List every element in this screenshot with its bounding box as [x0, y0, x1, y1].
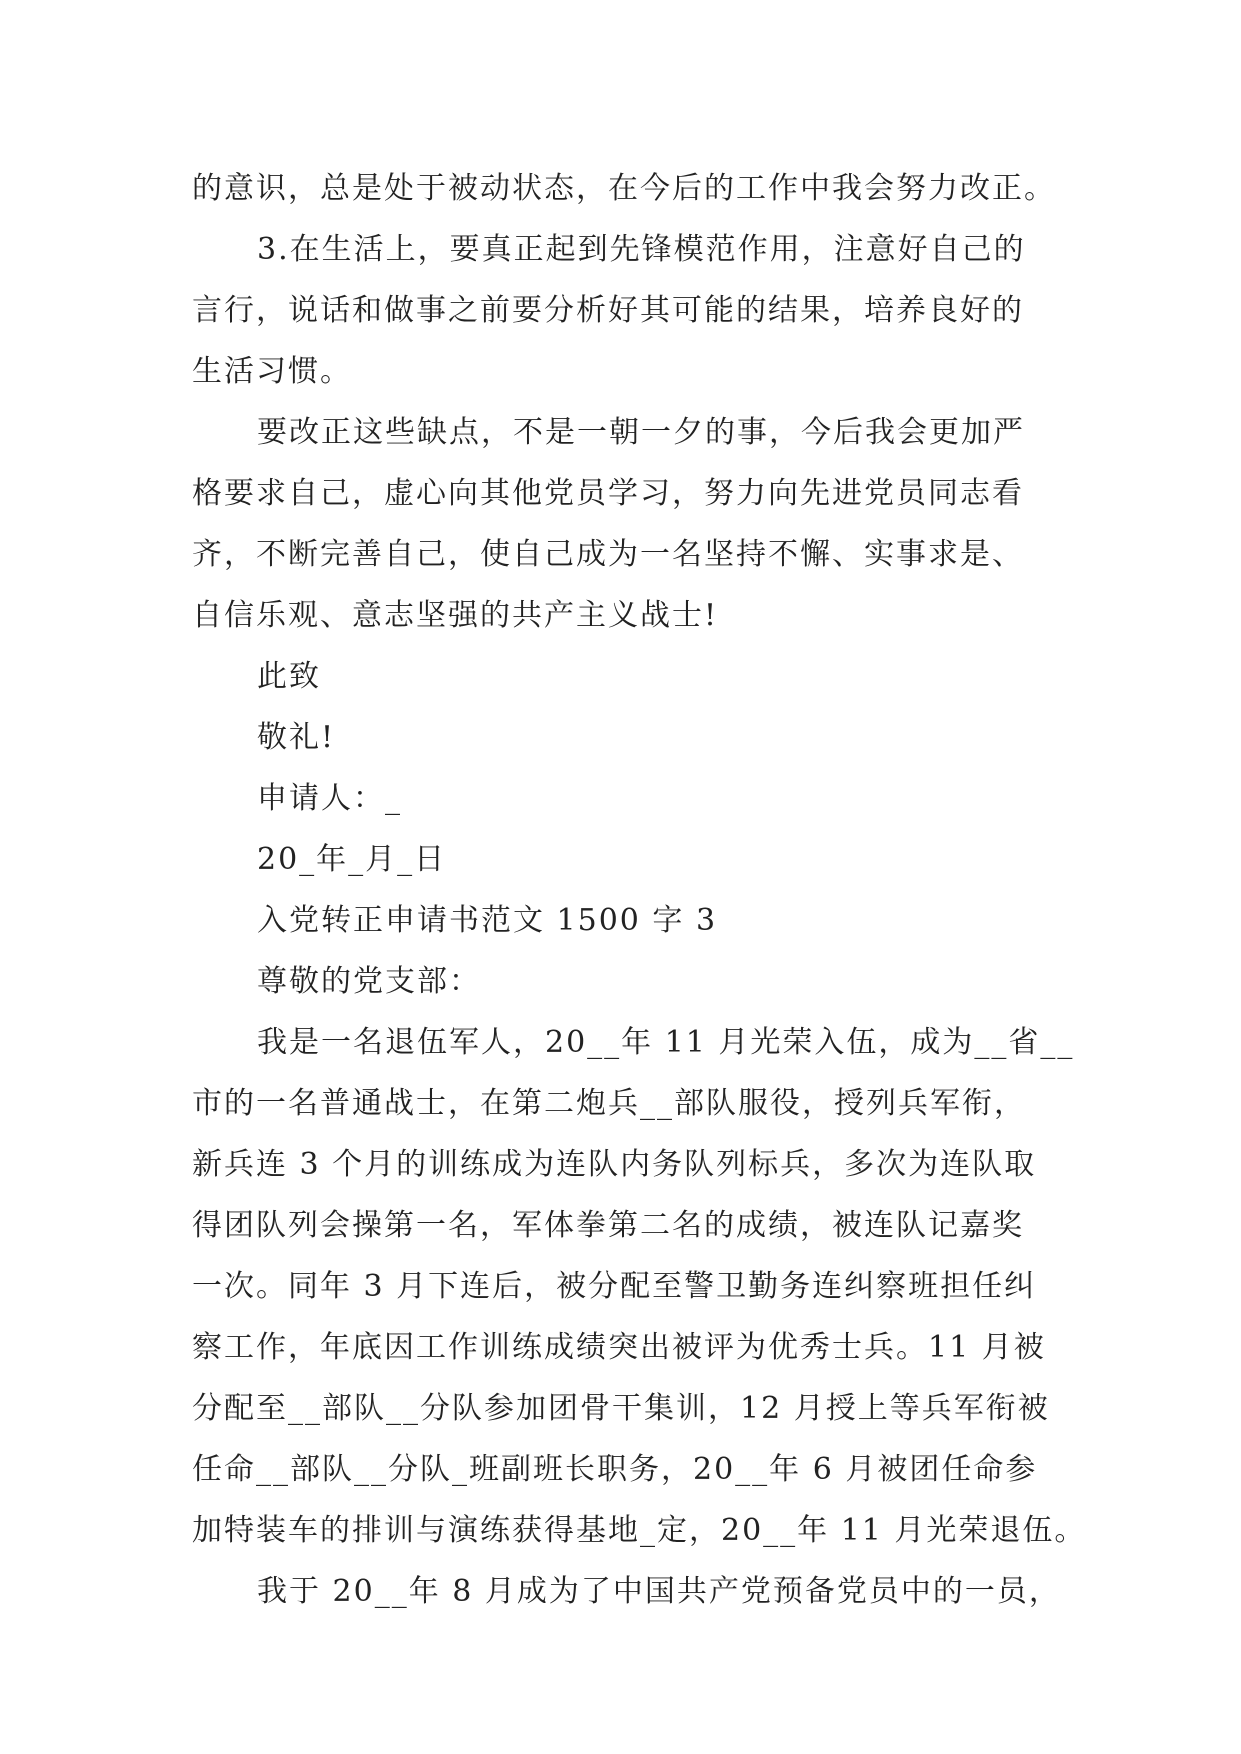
text-line: 得团队列会操第一名，军体拳第二名的成绩，被连队记嘉奖 — [192, 1208, 1024, 1243]
text-line: 齐，不断完善自己，使自己成为一名坚持不懈、实事求是、 — [192, 537, 1024, 572]
applicant-line: 申请人：_ — [257, 781, 402, 816]
text-line: 自信乐观、意志坚强的共产主义战士! — [192, 598, 719, 633]
text-line: 一次。同年 3 月下连后，被分配至警卫勤务连纠察班担任纠 — [192, 1269, 1037, 1304]
text-line: 要改正这些缺点，不是一朝一夕的事，今后我会更加严 — [257, 415, 1025, 450]
text-line: 分配至__部队__分队参加团骨干集训，12 月授上等兵军衔被 — [192, 1391, 1050, 1426]
section-title: 入党转正申请书范文 1500 字 3 — [257, 903, 718, 938]
text-line: 我是一名退伍军人，20__年 11 月光荣入伍，成为__省__ — [257, 1025, 1075, 1060]
greeting-line: 尊敬的党支部： — [257, 964, 481, 999]
date-line: 20_年_月_日 — [257, 842, 447, 877]
text-line: 新兵连 3 个月的训练成为连队内务队列标兵，多次为连队取 — [192, 1147, 1037, 1182]
salutation-line: 敬礼! — [257, 720, 336, 755]
text-line: 察工作，年底因工作训练成绩突出被评为优秀士兵。11 月被 — [192, 1330, 1046, 1365]
text-line: 加特装车的排训与演练获得基地_定，20__年 11 月光荣退伍。 — [192, 1513, 1087, 1548]
text-line: 格要求自己，虚心向其他党员学习，努力向先进党员同志看 — [192, 476, 1024, 511]
text-line: 言行，说话和做事之前要分析好其可能的结果，培养良好的 — [192, 293, 1024, 328]
text-line: 的意识，总是处于被动状态，在今后的工作中我会努力改正。 — [192, 171, 1056, 206]
text-line: 市的一名普通战士，在第二炮兵__部队服役，授列兵军衔， — [192, 1086, 1026, 1121]
text-line: 任命__部队__分队_班副班长职务，20__年 6 月被团任命参 — [192, 1452, 1038, 1487]
text-line: 生活习惯。 — [192, 354, 352, 389]
text-line: 3.在生活上，要真正起到先锋模范作用，注意好自己的 — [257, 232, 1026, 267]
document-body — [192, 158, 1087, 1622]
salutation-line: 此致 — [257, 659, 321, 694]
text-line: 我于 20__年 8 月成为了中国共产党预备党员中的一员， — [257, 1574, 1061, 1609]
